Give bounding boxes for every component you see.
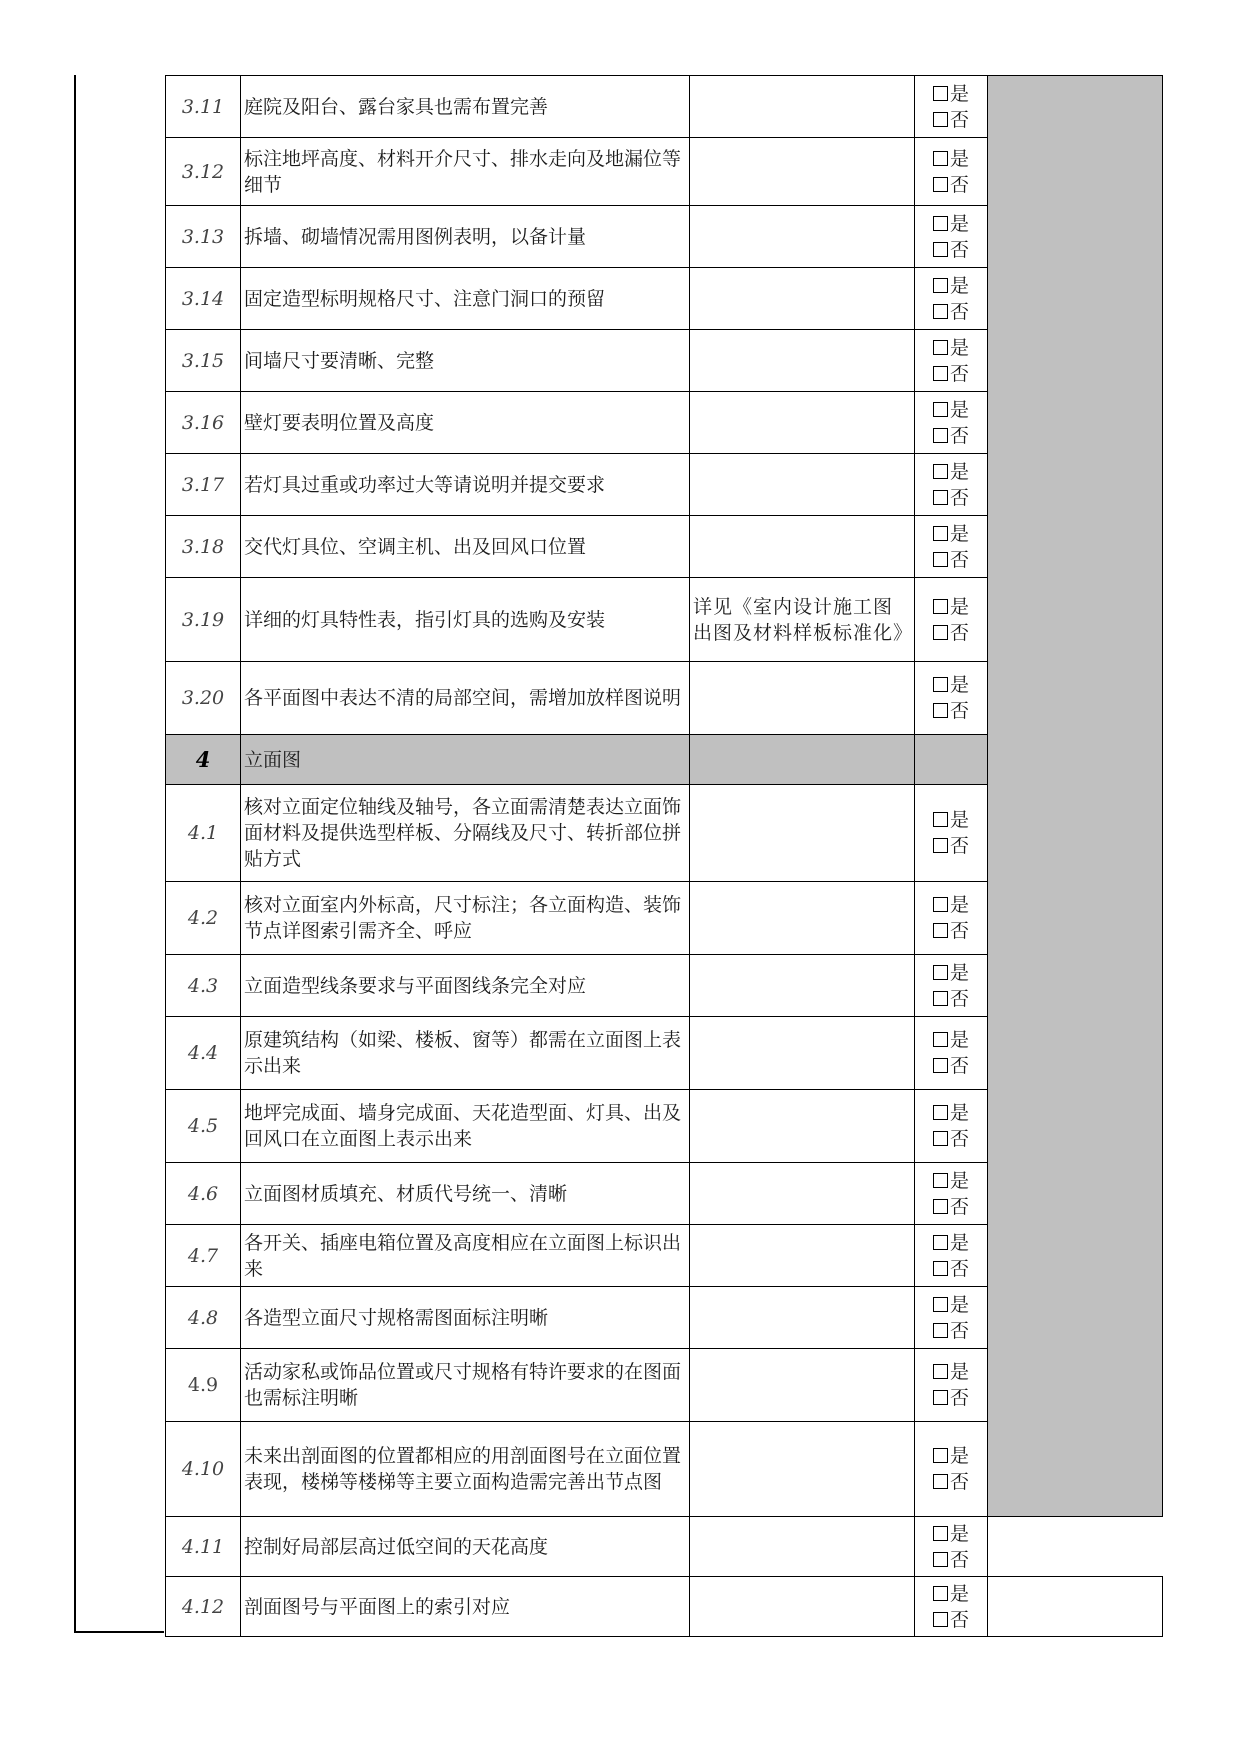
no-label: 否 [949,700,969,722]
no-label: 否 [949,300,969,323]
yes-no-checkboxes [915,516,988,578]
item-number: 3.18 [166,516,241,578]
yes-checkbox[interactable] [933,965,948,980]
yes-checkbox[interactable] [933,278,948,293]
yes-checkbox[interactable] [933,1173,948,1188]
item-description: 庭院及阳台、露台家具也需布置完善 [241,76,690,138]
item-description: 交代灯具位、空调主机、出及回风口位置 [241,516,690,578]
item-description: 立面图材质填充、材质代号统一、清晰 [241,1163,690,1225]
yes-label: 是 [949,1522,969,1545]
yes-label: 是 [949,961,969,984]
no-checkbox[interactable] [933,242,948,257]
yes-label: 是 [949,212,969,235]
yes-label: 是 [949,274,969,297]
white-side-cell [988,1577,1163,1637]
yes-label: 是 [949,1169,969,1192]
yes-no-checkboxes [915,1577,988,1637]
no-checkbox[interactable] [933,1612,948,1627]
bottom-border-line [74,1631,164,1633]
no-checkbox[interactable] [933,177,948,192]
item-description: 拆墙、砌墙情况需用图例表明，以备计量 [241,206,690,268]
item-number: 3.19 [166,578,241,662]
item-description: 原建筑结构（如梁、楼板、窗等）都需在立面图上表示出来 [241,1017,690,1090]
item-number: 3.11 [166,76,241,138]
no-label: 否 [949,1128,969,1150]
item-description: 各造型立面尺寸规格需图面标注明晰 [241,1287,690,1349]
yes-label: 是 [949,809,969,831]
no-label: 否 [949,362,969,385]
yes-no-checkboxes [915,785,988,882]
item-note [690,454,915,516]
item-number: 4.7 [166,1225,241,1287]
item-note [690,268,915,330]
yes-checkbox[interactable] [933,1297,948,1312]
item-description: 间墙尺寸要清晰、完整 [241,330,690,392]
no-checkbox[interactable] [933,625,948,640]
item-description: 固定造型标明规格尺寸、注意门洞口的预留 [241,268,690,330]
yes-label: 是 [949,522,969,545]
yes-label: 是 [949,1029,969,1051]
item-note [690,206,915,268]
yes-checkbox[interactable] [933,1105,948,1120]
no-checkbox[interactable] [933,490,948,505]
item-note [690,955,915,1017]
yes-label: 是 [949,894,969,916]
item-note [690,1225,915,1287]
yes-label: 是 [949,336,969,359]
item-number: 3.17 [166,454,241,516]
yes-no-checkboxes [915,1090,988,1163]
item-number: 4.3 [166,955,241,1017]
yes-no-checkboxes [915,330,988,392]
item-number: 3.16 [166,392,241,454]
item-description: 立面造型线条要求与平面图线条完全对应 [241,955,690,1017]
item-number: 3.20 [166,662,241,735]
yes-checkbox[interactable] [933,216,948,231]
yes-no-checkboxes [915,392,988,454]
yes-no-checkboxes [915,138,988,206]
no-checkbox[interactable] [933,552,948,567]
yes-label: 是 [949,398,969,421]
no-checkbox[interactable] [933,1199,948,1214]
item-note [690,1422,915,1517]
item-number: 4.5 [166,1090,241,1163]
yes-no-checkboxes [915,76,988,138]
no-label: 否 [949,920,969,942]
yes-no-checkboxes [915,1517,988,1577]
yes-checkbox[interactable] [933,897,948,912]
yes-checkbox[interactable] [933,1364,948,1379]
checklist-row [166,1577,1163,1637]
yes-checkbox[interactable] [933,1235,948,1250]
item-number: 4.8 [166,1287,241,1349]
yes-no-checkboxes [915,662,988,735]
yes-label: 是 [949,1293,969,1316]
checklist-row [166,1517,1163,1577]
no-checkbox[interactable] [933,366,948,381]
item-note [690,1577,915,1637]
section-note-cell [690,735,915,785]
item-note [690,392,915,454]
item-description: 地坪完成面、墙身完成面、天花造型面、灯具、出及回风口在立面图上表示出来 [241,1090,690,1163]
no-label: 否 [949,486,969,509]
yes-checkbox[interactable] [933,151,948,166]
yes-checkbox[interactable] [933,677,948,692]
section-title: 立面图 [241,735,690,785]
yes-no-checkboxes [915,882,988,955]
item-number: 4.1 [166,785,241,882]
no-label: 否 [949,173,969,196]
yes-no-checkboxes [915,1287,988,1349]
section-number: 4 [166,735,241,785]
item-note [690,76,915,138]
yes-label: 是 [949,1445,969,1467]
yes-checkbox[interactable] [933,1032,948,1047]
item-number: 4.11 [166,1517,241,1577]
no-checkbox[interactable] [933,1552,948,1567]
yes-label: 是 [949,82,969,105]
yes-checkbox[interactable] [933,812,948,827]
yes-label: 是 [949,674,969,696]
item-description: 剖面图号与平面图上的索引对应 [241,1577,690,1637]
no-checkbox[interactable] [933,703,948,718]
no-label: 否 [949,1055,969,1077]
item-description: 若灯具过重或功率过大等请说明并提交要求 [241,454,690,516]
item-description: 核对立面室内外标高，尺寸标注；各立面构造、装饰节点详图索引需齐全、呼应 [241,882,690,955]
yes-label: 是 [949,1582,969,1605]
no-checkbox[interactable] [933,838,948,853]
item-note [690,1349,915,1422]
yes-label: 是 [949,147,969,170]
no-checkbox[interactable] [933,1131,948,1146]
yes-label: 是 [949,460,969,483]
yes-checkbox[interactable] [933,86,948,101]
no-checkbox[interactable] [933,1323,948,1338]
no-label: 否 [949,621,969,644]
item-description: 详细的灯具特性表，指引灯具的选购及安装 [241,578,690,662]
no-label: 否 [949,835,969,857]
yes-label: 是 [949,1231,969,1254]
yes-no-checkboxes [915,578,988,662]
yes-checkbox[interactable] [933,464,948,479]
no-label: 否 [949,238,969,261]
no-label: 否 [949,1257,969,1280]
no-label: 否 [949,987,969,1010]
no-checkbox[interactable] [933,923,948,938]
no-label: 否 [949,548,969,571]
yes-label: 是 [949,595,969,618]
item-description: 控制好局部层高过低空间的天花高度 [241,1517,690,1577]
no-label: 否 [949,1471,969,1493]
no-label: 否 [949,1195,969,1218]
item-description: 活动家私或饰品位置或尺寸规格有特许要求的在图面也需标注明晰 [241,1349,690,1422]
yes-checkbox[interactable] [933,1526,948,1541]
yes-no-checkboxes [915,955,988,1017]
item-note [690,882,915,955]
yes-checkbox[interactable] [933,1586,948,1601]
no-label: 否 [949,424,969,447]
item-description: 各平面图中表达不清的局部空间，需增加放样图说明 [241,662,690,735]
item-description: 壁灯要表明位置及高度 [241,392,690,454]
yes-no-checkboxes [915,1017,988,1090]
yes-no-checkboxes [915,206,988,268]
yes-checkbox[interactable] [933,1448,948,1463]
yes-no-checkboxes [915,1349,988,1422]
section-check-cell [915,735,988,785]
item-note [690,330,915,392]
item-note [690,662,915,735]
gray-shaded-column [988,76,1163,1517]
item-number: 3.12 [166,138,241,206]
no-checkbox[interactable] [933,304,948,319]
item-note [690,785,915,882]
yes-no-checkboxes [915,454,988,516]
item-note [690,516,915,578]
item-number: 4.10 [166,1422,241,1517]
item-description: 标注地坪高度、材料开介尺寸、排水走向及地漏位等细节 [241,138,690,206]
yes-no-checkboxes [915,1422,988,1517]
yes-checkbox[interactable] [933,599,948,614]
item-number: 4.6 [166,1163,241,1225]
item-note [690,1287,915,1349]
yes-label: 是 [949,1361,969,1383]
item-number: 4.12 [166,1577,241,1637]
design-review-checklist [165,75,1163,1637]
item-note [690,1090,915,1163]
no-checkbox[interactable] [933,1058,948,1073]
no-checkbox[interactable] [933,112,948,127]
no-checkbox[interactable] [933,1390,948,1405]
no-label: 否 [949,1387,969,1409]
no-checkbox[interactable] [933,991,948,1006]
no-label: 否 [949,1608,969,1631]
item-number: 4.2 [166,882,241,955]
no-checkbox[interactable] [933,1474,948,1489]
item-description: 未来出剖面图的位置都相应的用剖面图号在立面位置表现，楼梯等楼梯等主要立面构造需完善出节点图 [241,1422,690,1517]
item-note [690,1017,915,1090]
yes-no-checkboxes [915,1163,988,1225]
left-border-line [74,75,76,1632]
item-note [690,138,915,206]
item-note [690,1517,915,1577]
item-number: 4.9 [166,1349,241,1422]
no-checkbox[interactable] [933,428,948,443]
no-checkbox[interactable] [933,1261,948,1276]
no-label: 否 [949,1548,969,1571]
item-description: 核对立面定位轴线及轴号，各立面需清楚表达立面饰面材料及提供选型样板、分隔线及尺寸、转折部位拼贴方式 [241,785,690,882]
item-number: 3.13 [166,206,241,268]
yes-checkbox[interactable] [933,402,948,417]
yes-checkbox[interactable] [933,340,948,355]
checklist-row [166,76,1163,138]
item-description: 各开关、插座电箱位置及高度相应在立面图上标识出来 [241,1225,690,1287]
yes-label: 是 [949,1102,969,1124]
yes-no-checkboxes [915,1225,988,1287]
yes-checkbox[interactable] [933,526,948,541]
yes-no-checkboxes [915,268,988,330]
no-label: 否 [949,1319,969,1342]
no-label: 否 [949,108,969,131]
item-note: 详见《室内设计施工图出图及材料样板标准化》 [690,578,915,662]
item-note [690,1163,915,1225]
item-number: 3.14 [166,268,241,330]
item-number: 3.15 [166,330,241,392]
item-number: 4.4 [166,1017,241,1090]
